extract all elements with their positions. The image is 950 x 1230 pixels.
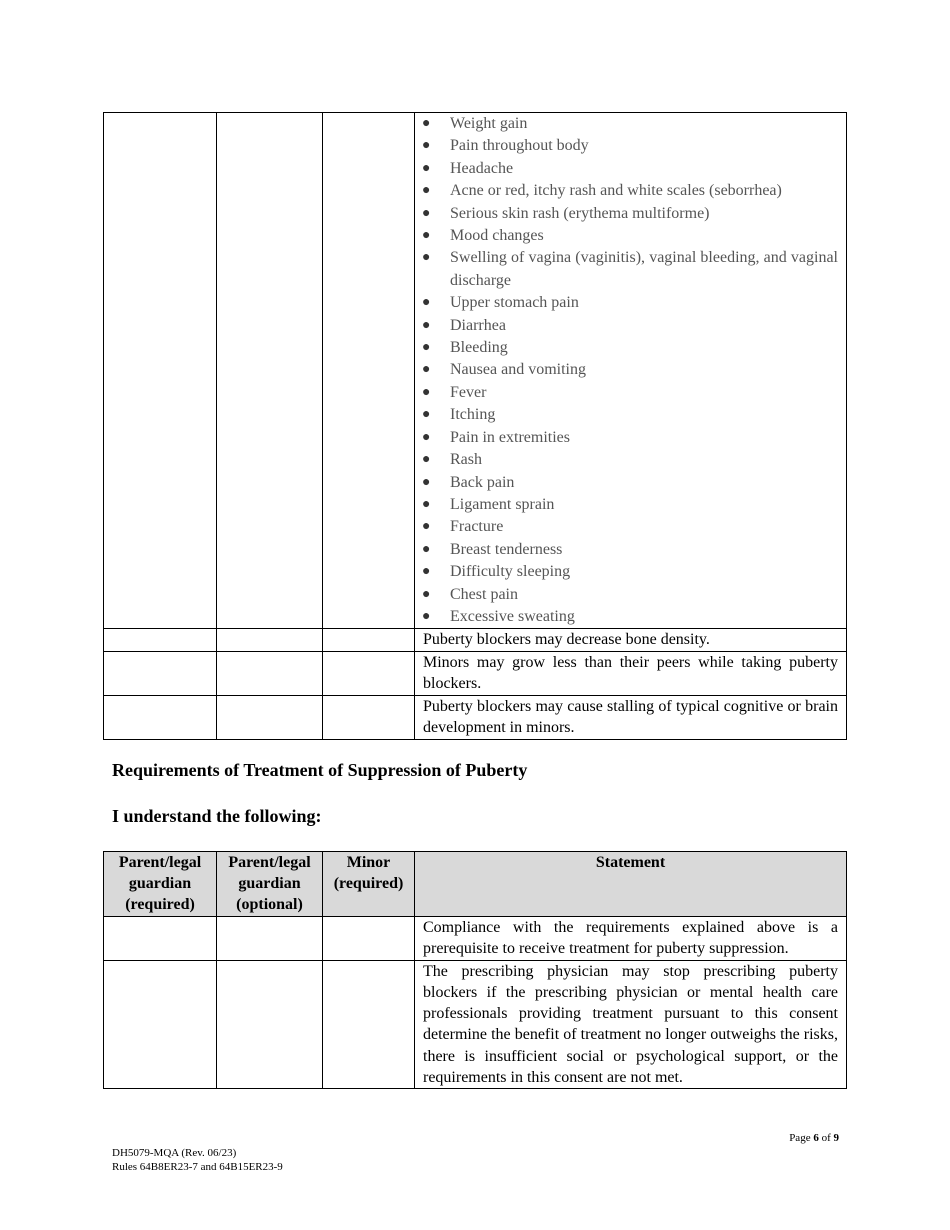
risk-statement: Minors may grow less than their peers while taking puberty blockers. — [423, 653, 838, 693]
side-effect-text: Back pain — [450, 473, 515, 491]
minor-required-cell[interactable] — [323, 113, 415, 629]
parent-guardian-optional-cell[interactable] — [217, 651, 323, 695]
requirement-statement: The prescribing physician may stop prescribing puberty blockers if the prescribing physician or mental health care professionals providing treatment pursuant to this consent determine the benefit of treatment no longer outweighs the risks, there is insufficient social or psychological support, or the requirements in this consent are not met. — [423, 962, 838, 1087]
parent-guardian-required-cell[interactable] — [104, 629, 217, 652]
page-number — [789, 1132, 839, 1144]
side-effect-item — [415, 359, 838, 381]
parent-guardian-optional-cell[interactable] — [217, 695, 323, 739]
risk-row — [104, 651, 847, 695]
side-effect-text: Weight gain — [450, 115, 528, 132]
bullet-icon: ● — [422, 564, 431, 580]
parent-guardian-required-cell[interactable] — [104, 960, 217, 1089]
minor-required-cell[interactable] — [323, 917, 415, 961]
side-effect-text: Difficulty sleeping — [450, 563, 571, 581]
side-effects-row — [104, 113, 847, 629]
statement-cell — [415, 629, 847, 652]
parent-guardian-required-cell[interactable] — [104, 917, 217, 961]
bullet-icon: ● — [422, 183, 431, 199]
side-effect-item — [415, 158, 838, 180]
page-prefix: Page — [789, 1132, 811, 1144]
side-effect-item — [415, 472, 838, 494]
header-statement: Statement — [415, 852, 847, 917]
side-effect-text: Fracture — [450, 518, 504, 536]
section-title: Requirements of Treatment of Suppression of Puberty — [112, 760, 528, 780]
side-effect-item — [415, 427, 838, 449]
risk-row — [104, 629, 847, 652]
header-row — [104, 852, 847, 917]
side-effect-text: Excessive sweating — [450, 607, 575, 625]
parent-guardian-required-cell[interactable] — [104, 651, 217, 695]
side-effect-item — [415, 337, 838, 359]
side-effect-text: Breast tenderness — [450, 540, 563, 558]
risk-table — [103, 112, 847, 740]
bullet-icon: ● — [422, 340, 431, 356]
rules-reference: Rules 64B8ER23-7 and 64B15ER23-9 — [112, 1161, 283, 1173]
minor-required-cell[interactable] — [323, 651, 415, 695]
side-effect-item — [415, 561, 838, 583]
side-effect-item — [415, 404, 838, 426]
bullet-icon: ● — [422, 429, 431, 445]
parent-guardian-required-cell[interactable] — [104, 113, 217, 629]
side-effect-text: Chest pain — [450, 585, 518, 603]
form-footer — [112, 1146, 283, 1174]
side-effect-text: Itching — [450, 406, 496, 424]
bullet-icon: ● — [422, 608, 431, 624]
minor-required-cell[interactable] — [323, 695, 415, 739]
side-effect-text: Pain throughout body — [450, 137, 589, 155]
statement-cell — [415, 960, 847, 1089]
bullet-icon: ● — [422, 116, 431, 131]
parent-guardian-optional-cell[interactable] — [217, 960, 323, 1089]
requirement-row — [104, 917, 847, 961]
page-total: 9 — [833, 1132, 839, 1144]
side-effect-text: Bleeding — [450, 339, 508, 357]
parent-guardian-required-cell[interactable] — [104, 695, 217, 739]
side-effect-item — [415, 382, 838, 404]
side-effect-item — [415, 584, 838, 606]
risk-statement: Puberty blockers may decrease bone density. — [423, 631, 710, 649]
statement-cell — [415, 113, 847, 629]
side-effect-text: Pain in extremities — [450, 428, 570, 446]
bullet-icon: ● — [422, 160, 431, 176]
side-effect-item — [415, 494, 838, 516]
bullet-icon: ● — [422, 250, 431, 266]
side-effect-text: Mood changes — [450, 227, 544, 245]
form-id: DH5079-MQA (Rev. 06/23) — [112, 1147, 237, 1159]
understand-heading: I understand the following: — [112, 806, 322, 826]
bullet-icon: ● — [422, 474, 431, 490]
side-effect-item — [415, 606, 838, 628]
statement-cell — [415, 917, 847, 961]
side-effect-text: Nausea and vomiting — [450, 361, 586, 379]
side-effect-text: Headache — [450, 159, 514, 177]
risk-row — [104, 695, 847, 739]
side-effect-text: Rash — [450, 451, 482, 469]
side-effect-item — [415, 135, 838, 157]
statement-cell — [415, 651, 847, 695]
bullet-icon: ● — [422, 519, 431, 535]
side-effect-text: Ligament sprain — [450, 495, 555, 513]
side-effects-list — [415, 113, 846, 628]
bullet-icon: ● — [422, 317, 431, 333]
bullet-icon: ● — [422, 205, 431, 221]
risk-statement: Puberty blockers may cause stalling of typical cognitive or brain development in minors. — [423, 697, 838, 737]
side-effect-text: Fever — [450, 383, 487, 401]
side-effect-item — [415, 203, 838, 225]
side-effect-item — [415, 449, 838, 471]
requirement-row — [104, 960, 847, 1089]
bullet-icon: ● — [422, 496, 431, 512]
parent-guardian-optional-cell[interactable] — [217, 629, 323, 652]
parent-guardian-optional-cell[interactable] — [217, 917, 323, 961]
page-current: 6 — [813, 1132, 819, 1144]
bullet-icon: ● — [422, 228, 431, 244]
statement-cell — [415, 695, 847, 739]
bullet-icon: ● — [422, 138, 431, 154]
parent-guardian-optional-cell[interactable] — [217, 113, 323, 629]
bullet-icon: ● — [422, 407, 431, 423]
bullet-icon: ● — [422, 541, 431, 557]
bullet-icon: ● — [422, 384, 431, 400]
side-effect-item — [415, 516, 838, 538]
side-effect-text: Diarrhea — [450, 316, 506, 334]
side-effect-text: Upper stomach pain — [450, 294, 579, 312]
bullet-icon: ● — [422, 295, 431, 311]
side-effect-item — [415, 292, 838, 314]
side-effect-item — [415, 315, 838, 337]
side-effect-item — [415, 539, 838, 561]
header-minor-required: Minor (required) — [323, 852, 415, 917]
requirements-table — [103, 851, 847, 1089]
bullet-icon: ● — [422, 362, 431, 378]
side-effect-item — [415, 180, 838, 202]
bullet-icon: ● — [422, 586, 431, 602]
side-effect-text: Swelling of vagina (vaginitis), vaginal bleeding, and vaginal discharge — [450, 249, 838, 289]
side-effect-item — [415, 113, 838, 135]
header-parent-guardian-optional: Parent/legal guardian (optional) — [217, 852, 323, 917]
minor-required-cell[interactable] — [323, 960, 415, 1089]
header-parent-guardian-required: Parent/legal guardian (required) — [104, 852, 217, 917]
side-effect-item — [415, 247, 838, 292]
bullet-icon: ● — [422, 452, 431, 468]
requirement-statement: Compliance with the requirements explained above is a prerequisite to receive treatment for puberty suppression. — [423, 919, 838, 958]
minor-required-cell[interactable] — [323, 629, 415, 652]
page-of: of — [821, 1132, 831, 1144]
side-effect-text: Acne or red, itchy rash and white scales (seborrhea) — [450, 182, 782, 200]
side-effect-item — [415, 225, 838, 247]
side-effect-text: Serious skin rash (erythema multiforme) — [450, 204, 710, 222]
